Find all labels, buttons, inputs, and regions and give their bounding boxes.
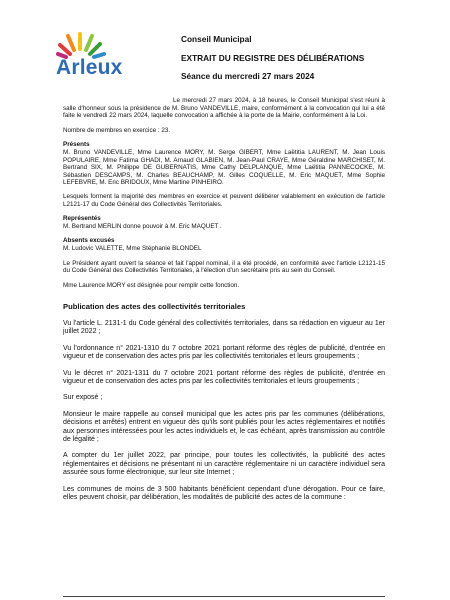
section-paragraph: Vu le décret n° 2021-1311 du 7 octobre 2021 portant réforme des règles de publicité, d'entrée en vigueur et de conservation des actes pris par les collectivités territoriales et leurs groupements ; <box>63 369 385 385</box>
section-paragraph: Les communes de moins de 3 500 habitants bénéficient cependant d'une dérogation. Pour ce faire, elles peuvent choisir, par délibération, les modalités de publicité des actes de la commune : <box>63 485 385 501</box>
session-date: Séance du mercredi 27 mars 2024 <box>181 71 315 81</box>
register-title: EXTRAIT DU REGISTRE DES DÉLIBÉRATIONS <box>181 52 365 63</box>
convocation-paragraph: Le mercredi 27 mars 2024, à 18 heures, le Conseil Municipal s'est réuni à salle d'honneur sous la présidence de M. Bruno VANDEVILLE, maire, conformément à la convocation qui lui a été faite le vendredi 22 mars 2024, laquelle convocation a affichée à la porte de la Mairie, conformément à la Loi. <box>63 97 385 120</box>
document-header <box>181 34 364 90</box>
bottom-divider <box>63 596 385 597</box>
absents-text: M. Ludovic VALETTE, Mme Stéphanie BLONDEL <box>63 244 202 252</box>
section-paragraph: Sur exposé ; <box>63 394 103 402</box>
section-paragraph: Vu l'ordonnance n° 2021-1310 du 7 octobre 2021 portant réforme des règles de publicité, d'entrée en vigueur et de conservation des actes pris par les collectivités territoriales et leurs groupements ; <box>63 344 385 361</box>
represented-heading: Représentés <box>63 215 101 223</box>
absents-heading: Absents excusés <box>63 237 115 245</box>
members-count: Nombre de membres en exercice : 23. <box>63 126 171 134</box>
section-title: Publication des actes des collectivités territoriales <box>63 302 246 312</box>
arleux-logo <box>56 30 148 84</box>
council-title: Conseil Municipal <box>181 34 252 44</box>
quorum-paragraph: Lesquels forment la majorité des membres en exercice et peuvent délibérer valablement en exécution de l'article L2121-17 du Code Général des Collectivités Territoriales. <box>63 192 385 208</box>
presents-heading: Présents <box>63 141 90 149</box>
section-paragraph: A compter du 1er juillet 2022, par principe, pour toutes les collectivités, la publicité des actes réglementaires et décisions ne présentant ni un caractère réglementaire ni un caractère individuel sera assurée sous forme électronique, sur leur site Internet ; <box>63 452 385 477</box>
opening-paragraph: Le Président ayant ouvert la séance et fait l'appel nominal, il a été procédé, en conformité avec l'article L2121-15 du Code Général des Collectivités Territoriales, à l'élection d'un secrétaire pris au sein du Conseil. <box>63 259 385 275</box>
logo-text: Arleux <box>56 56 123 79</box>
document-body <box>63 97 385 510</box>
secretary-paragraph: Mme Laurence MORY est désignée pour remplir cette fonction. <box>63 281 240 289</box>
section-paragraph: Vu l'article L. 2131-1 du Code général des collectivités territoriales, dans sa rédaction en vigueur au 1er juillet 2022 ; <box>63 319 385 336</box>
presents-list: M. Bruno VANDEVILLE, Mme Laurence MORY, M. Serge GIBERT, Mme Laëtitia LAURENT, M. Jean Louis POPULAIRE, Mme Fatima GHADI, M. Arnaud GLABIEN, M. Jean-Paul CRAYE, Mme Géraldine MARCHISET, M. Bertrand SIX, M. Philippe DE GUBERNATIS, Mme Cathy DELPLANQUE, Mme Laëtitia PANNECOCKE, M. Sébastien DESCAMPS, M. Charles BEAUCHAMP, M. Gilles COQUELLE, M. Eric MAQUET, Mme Sophie LEFEBVRE, M. Eric BRIDOUX, Mme Martine PINHEIRO. <box>63 148 385 187</box>
represented-text: M. Bertrand MERLIN donne pouvoir à M. Eric MAQUET . <box>63 222 222 230</box>
section-paragraph: Monsieur le maire rappelle au conseil municipal que les actes pris par les communes (délibérations, décisions et arrêtés) entrent en vigueur dès qu'ils sont publiés pour les actes réglementaires et notifiés aux personnes intéressées pour les actes individuels et, le cas échéant, après transmission au contrôle de légalité ; <box>63 410 385 443</box>
